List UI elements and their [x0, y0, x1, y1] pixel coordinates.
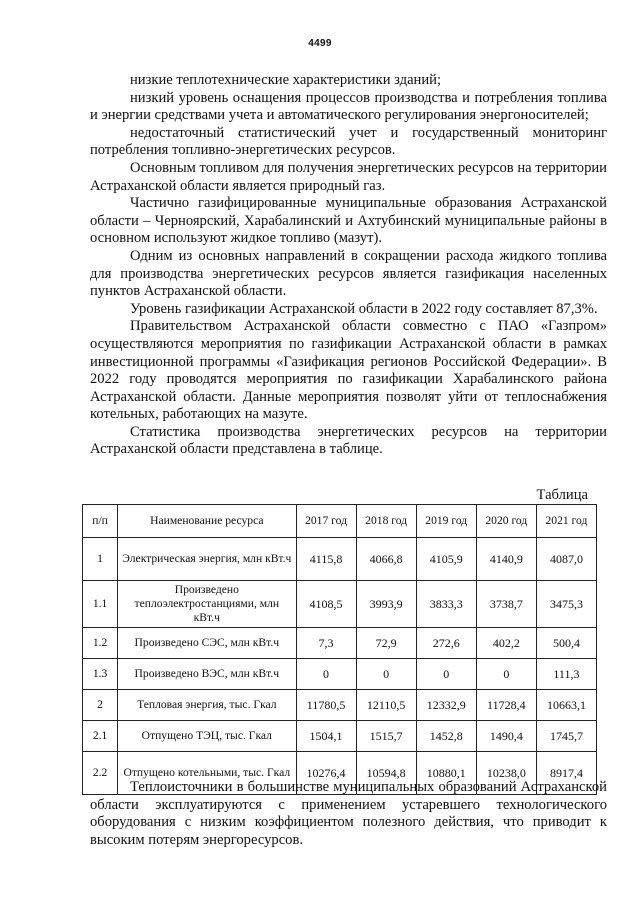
row-number: 2	[83, 690, 118, 721]
paragraph: Основным топливом для получения энергетических ресурсов на территории Астраханской области является природный газ.	[90, 159, 607, 194]
paragraph: Теплоисточники в большинстве муниципальных образований Астраханской области эксплуатируются с применением устаревшего технологического оборудования с низким коэффициентом полезного действия, что приводит к высоким потерям энергоресурсов.	[90, 779, 607, 848]
value-cell: 10594,8	[356, 752, 416, 795]
value-cell: 3833,3	[416, 581, 476, 628]
paragraph: Одним из основных направлений в сокращении расхода жидкого топлива для производства энергетических ресурсов является газификация населенных пунктов Астраханской области.	[90, 247, 607, 300]
value-cell: 0	[356, 659, 416, 690]
row-number: 1.1	[83, 581, 118, 628]
column-header: 2020 год	[476, 505, 536, 538]
table-row	[83, 538, 597, 581]
table-row	[83, 581, 597, 628]
column-header: Наименование ресурса	[118, 505, 296, 538]
value-cell: 7,3	[296, 628, 356, 659]
value-cell: 10238,0	[476, 752, 536, 795]
value-cell: 4105,9	[416, 538, 476, 581]
value-cell: 11728,4	[476, 690, 536, 721]
paragraph: Частично газифицированные муниципальные образования Астраханской области – Черноярский, Харабалинский и Ахтубинский муниципальные районы в основном используют жидкое топливо (мазут).	[90, 195, 607, 247]
value-cell: 0	[416, 659, 476, 690]
value-cell: 4087,0	[536, 538, 596, 581]
row-number: 2.1	[83, 721, 118, 752]
value-cell: 0	[296, 659, 356, 690]
value-cell: 4115,8	[296, 538, 356, 581]
paragraph: недостаточный статистический учет и государственный мониторинг потребления топливно-энергетических ресурсов.	[90, 124, 607, 159]
paragraph: низкий уровень оснащения процессов производства и потребления топлива и энергии средствами учета и автоматического регулирования энергоносителей;	[90, 89, 607, 124]
value-cell: 72,9	[356, 628, 416, 659]
value-cell: 3738,7	[476, 581, 536, 628]
value-cell: 12110,5	[356, 690, 416, 721]
row-number: 1.3	[83, 659, 118, 690]
document-body	[90, 72, 607, 459]
table-row	[83, 721, 597, 752]
resource-name: Произведено СЭС, млн кВт.ч	[118, 628, 296, 659]
row-number: 2.2	[83, 752, 118, 795]
page-number: 4499	[308, 38, 332, 49]
value-cell: 3993,9	[356, 581, 416, 628]
resource-name: Электрическая энергия, млн кВт.ч	[118, 538, 296, 581]
value-cell: 11780,5	[296, 690, 356, 721]
paragraph: Статистика производства энергетических ресурсов на территории Астраханской области представлена в таблице.	[90, 423, 607, 458]
value-cell: 1504,1	[296, 721, 356, 752]
resource-name: Тепловая энергия, тыс. Гкал	[118, 690, 296, 721]
table-row	[83, 628, 597, 659]
value-cell: 10663,1	[536, 690, 596, 721]
table-row	[83, 659, 597, 690]
resource-name: Произведено ВЭС, млн кВт.ч	[118, 659, 296, 690]
column-header: 2021 год	[536, 505, 596, 538]
value-cell: 111,3	[536, 659, 596, 690]
row-number: 1.2	[83, 628, 118, 659]
value-cell: 4108,5	[296, 581, 356, 628]
value-cell: 1490,4	[476, 721, 536, 752]
energy-statistics-table	[82, 504, 597, 795]
row-number: 1	[83, 538, 118, 581]
column-header: 2017 год	[296, 505, 356, 538]
column-header: 2019 год	[416, 505, 476, 538]
value-cell: 10880,1	[416, 752, 476, 795]
resource-name: Отпущено котельными, тыс. Гкал	[118, 752, 296, 795]
paragraph: Правительством Астраханской области совместно с ПАО «Газпром» осуществляются мероприятия по газификации Астраханской области в рамках инвестиционной программы «Газификация регионов Российской Федерации». В 2022 году проводятся мероприятия по газификации Харабалинского района Астраханской области. Данные мероприятия позволят уйти от теплоснабжения котельных, работающих на мазуте.	[90, 318, 607, 423]
value-cell: 1745,7	[536, 721, 596, 752]
column-header: 2018 год	[356, 505, 416, 538]
paragraph: низкие теплотехнические характеристики зданий;	[130, 72, 442, 88]
column-header: п/п	[83, 505, 118, 538]
table-row	[83, 690, 597, 721]
closing-section	[90, 779, 607, 849]
paragraph: Уровень газификации Астраханской области в 2022 году составляет 87,3%.	[130, 300, 598, 317]
value-cell: 4140,9	[476, 538, 536, 581]
table-header-row	[83, 505, 597, 538]
value-cell: 272,6	[416, 628, 476, 659]
resource-name: Отпущено ТЭЦ, тыс. Гкал	[118, 721, 296, 752]
value-cell: 1452,8	[416, 721, 476, 752]
value-cell: 402,2	[476, 628, 536, 659]
value-cell: 10276,4	[296, 752, 356, 795]
resource-name: Произведено теплоэлектростанциями, млн кВт.ч	[118, 581, 296, 628]
value-cell: 1515,7	[356, 721, 416, 752]
value-cell: 4066,8	[356, 538, 416, 581]
value-cell: 12332,9	[416, 690, 476, 721]
value-cell: 500,4	[536, 628, 596, 659]
table-caption: Таблица	[536, 487, 588, 503]
value-cell: 0	[476, 659, 536, 690]
value-cell: 8917,4	[536, 752, 596, 795]
value-cell: 3475,3	[536, 581, 596, 628]
